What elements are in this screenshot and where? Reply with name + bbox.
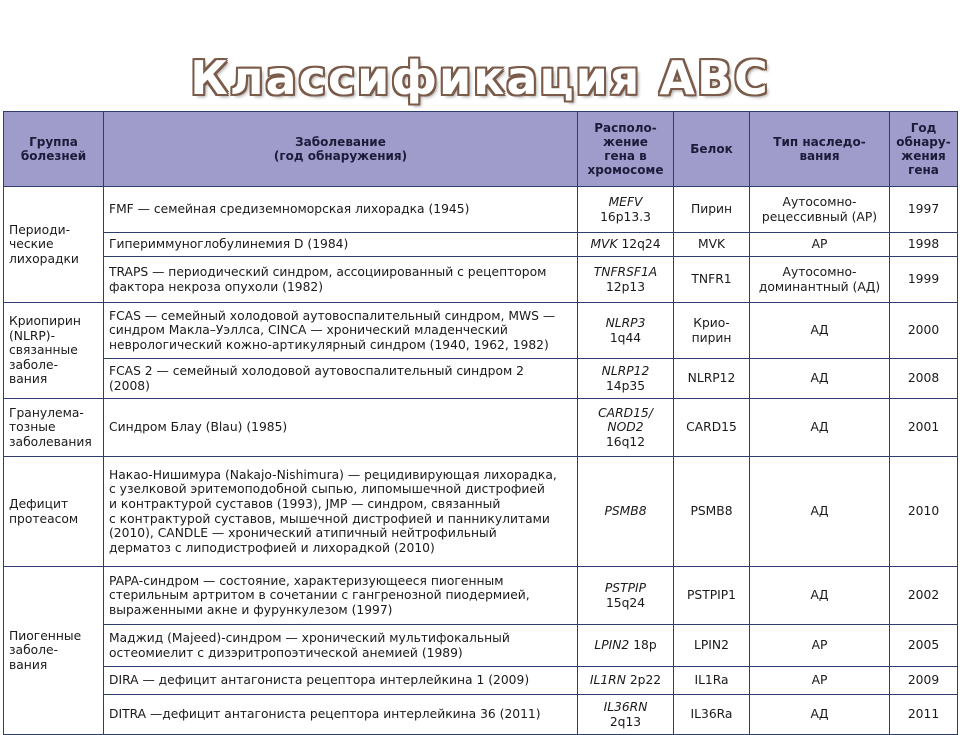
group-cell: Криопирин (NLRP)- связанные заболе- вания bbox=[4, 303, 104, 399]
header-group: Группа болезней bbox=[4, 112, 104, 187]
gene-symbol: PSMB8 bbox=[604, 504, 647, 519]
protein-cell: NLRP12 bbox=[674, 359, 750, 399]
gene-locus: 12q24 bbox=[621, 237, 661, 252]
gene-locus: 16p13.3 bbox=[600, 209, 651, 224]
disease-cell: FMF — семейная средиземноморская лихорадка (1945) bbox=[104, 187, 578, 233]
gene-locus: 14p35 bbox=[605, 378, 646, 393]
protein-cell: CARD15 bbox=[674, 399, 750, 457]
group-cell: Гранулема- тозные заболевания bbox=[4, 399, 104, 457]
gene-symbol: NLRP3 bbox=[605, 315, 646, 330]
gene-locus: 2p22 bbox=[629, 673, 662, 688]
gene-locus: 16q12 bbox=[605, 434, 646, 449]
slide-title: Классификация ABC bbox=[190, 51, 770, 105]
gene-symbol: MEFV bbox=[608, 194, 643, 209]
year-cell: 2011 bbox=[890, 695, 958, 735]
year-cell: 2008 bbox=[890, 359, 958, 399]
abc-classification-table bbox=[3, 111, 958, 735]
gene-symbol: IL1RN bbox=[589, 673, 626, 688]
disease-cell: Накао-Нишимура (Nakajo-Nishimura) — рецидивирующая лихорадка, с узелковой эритемоподобной сыпью, липомышечной дистрофией и контрактурой суставов (1993), JMP — синдром, связанный с контрактурой суставов, мышечной дистрофией и панникулитами (2010), CANDLE — хронический атипичный нейтрофильный дерматоз с липодистрофией и лихорадкой (2010) bbox=[104, 457, 578, 567]
table-row bbox=[4, 567, 958, 625]
table-row bbox=[4, 399, 958, 457]
protein-cell: Крио- пирин bbox=[674, 303, 750, 359]
inheritance-cell: АР bbox=[750, 667, 890, 695]
table-row bbox=[4, 187, 958, 233]
gene-location-cell bbox=[578, 303, 674, 359]
gene-symbol: PSTPIP bbox=[604, 580, 647, 595]
header-inheritance: Тип наследо- вания bbox=[750, 112, 890, 187]
disease-cell: FCAS 2 — семейный холодовой аутовоспалительный синдром 2 (2008) bbox=[104, 359, 578, 399]
gene-location-cell bbox=[578, 187, 674, 233]
gene-location-cell bbox=[578, 233, 674, 257]
gene-locus: 1q44 bbox=[609, 330, 642, 345]
disease-cell: Маджид (Majeed)-синдром — хронический мультифокальный остеомиелит с дизэритропоэтической анемией (1989) bbox=[104, 625, 578, 667]
inheritance-cell: АР bbox=[750, 625, 890, 667]
inheritance-cell: АД bbox=[750, 359, 890, 399]
gene-symbol: CARD15/ NOD2 bbox=[598, 405, 653, 435]
disease-cell: TRAPS — периодический синдром, ассоциированный с рецептором фактора некроза опухоли (1982) bbox=[104, 257, 578, 303]
group-cell: Дефицит протеасом bbox=[4, 457, 104, 567]
gene-locus: 12p13 bbox=[605, 279, 646, 294]
inheritance-cell: Аутосомно- доминантный (АД) bbox=[750, 257, 890, 303]
inheritance-cell: АД bbox=[750, 303, 890, 359]
table-row bbox=[4, 303, 958, 359]
header-location: Располо- жение гена в хромосоме bbox=[578, 112, 674, 187]
year-cell: 2009 bbox=[890, 667, 958, 695]
gene-location-cell bbox=[578, 667, 674, 695]
year-cell: 2000 bbox=[890, 303, 958, 359]
year-cell: 1999 bbox=[890, 257, 958, 303]
disease-cell: Гипериммуноглобулинемия D (1984) bbox=[104, 233, 578, 257]
inheritance-cell: АД bbox=[750, 695, 890, 735]
header-protein: Белок bbox=[674, 112, 750, 187]
group-cell: Периоди- ческие лихорадки bbox=[4, 187, 104, 303]
disease-cell: DIRA — дефицит антагониста рецептора интерлейкина 1 (2009) bbox=[104, 667, 578, 695]
gene-symbol: TNFRSF1A bbox=[593, 264, 658, 279]
gene-location-cell bbox=[578, 257, 674, 303]
protein-cell: IL1Ra bbox=[674, 667, 750, 695]
gene-locus: 15q24 bbox=[605, 595, 646, 610]
protein-cell: PSMB8 bbox=[674, 457, 750, 567]
gene-location-cell bbox=[578, 457, 674, 567]
disease-cell: PAPA-синдром — состояние, характеризующееся пиогенным стерильным артритом в сочетании с гангренозной пиодермией, выраженными акне и фурункулезом (1997) bbox=[104, 567, 578, 625]
protein-cell: MVK bbox=[674, 233, 750, 257]
table-header-row bbox=[4, 112, 958, 187]
gene-symbol: NLRP12 bbox=[601, 363, 650, 378]
protein-cell: TNFR1 bbox=[674, 257, 750, 303]
table-row bbox=[4, 359, 958, 399]
table-row bbox=[4, 625, 958, 667]
inheritance-cell: АД bbox=[750, 567, 890, 625]
disease-cell: DITRA —дефицит антагониста рецептора интерлейкина 36 (2011) bbox=[104, 695, 578, 735]
gene-location-cell bbox=[578, 695, 674, 735]
table-row bbox=[4, 233, 958, 257]
protein-cell: IL36Ra bbox=[674, 695, 750, 735]
table-row bbox=[4, 667, 958, 695]
gene-location-cell bbox=[578, 399, 674, 457]
gene-location-cell bbox=[578, 359, 674, 399]
inheritance-cell: АД bbox=[750, 457, 890, 567]
year-cell: 2002 bbox=[890, 567, 958, 625]
year-cell: 2001 bbox=[890, 399, 958, 457]
table-row bbox=[4, 695, 958, 735]
protein-cell: LPIN2 bbox=[674, 625, 750, 667]
gene-symbol: IL36RN bbox=[603, 699, 648, 714]
protein-cell: Пирин bbox=[674, 187, 750, 233]
inheritance-cell: АР bbox=[750, 233, 890, 257]
header-year: Год обнару- жения гена bbox=[890, 112, 958, 187]
gene-location-cell bbox=[578, 567, 674, 625]
gene-location-cell bbox=[578, 625, 674, 667]
inheritance-cell: АД bbox=[750, 399, 890, 457]
header-disease: Заболевание (год обнаружения) bbox=[104, 112, 578, 187]
year-cell: 1998 bbox=[890, 233, 958, 257]
gene-symbol: LPIN2 bbox=[594, 638, 630, 653]
disease-cell: FCAS — семейный холодовой аутовоспалительный синдром, MWS — синдром Макла–Уэллса, CINCA — хронический младенческий неврологический кожно-артикулярный синдром (1940, 1962, 1982) bbox=[104, 303, 578, 359]
year-cell: 2010 bbox=[890, 457, 958, 567]
gene-locus: 2q13 bbox=[609, 714, 642, 729]
table-row bbox=[4, 457, 958, 567]
year-cell: 1997 bbox=[890, 187, 958, 233]
gene-locus: 18p bbox=[633, 638, 657, 653]
protein-cell: PSTPIP1 bbox=[674, 567, 750, 625]
disease-cell: Синдром Блау (Blau) (1985) bbox=[104, 399, 578, 457]
table-row bbox=[4, 257, 958, 303]
inheritance-cell: Аутосомно- рецессивный (АР) bbox=[750, 187, 890, 233]
group-cell: Пиогенные заболе- вания bbox=[4, 567, 104, 735]
gene-symbol: MVK bbox=[590, 237, 618, 252]
year-cell: 2005 bbox=[890, 625, 958, 667]
